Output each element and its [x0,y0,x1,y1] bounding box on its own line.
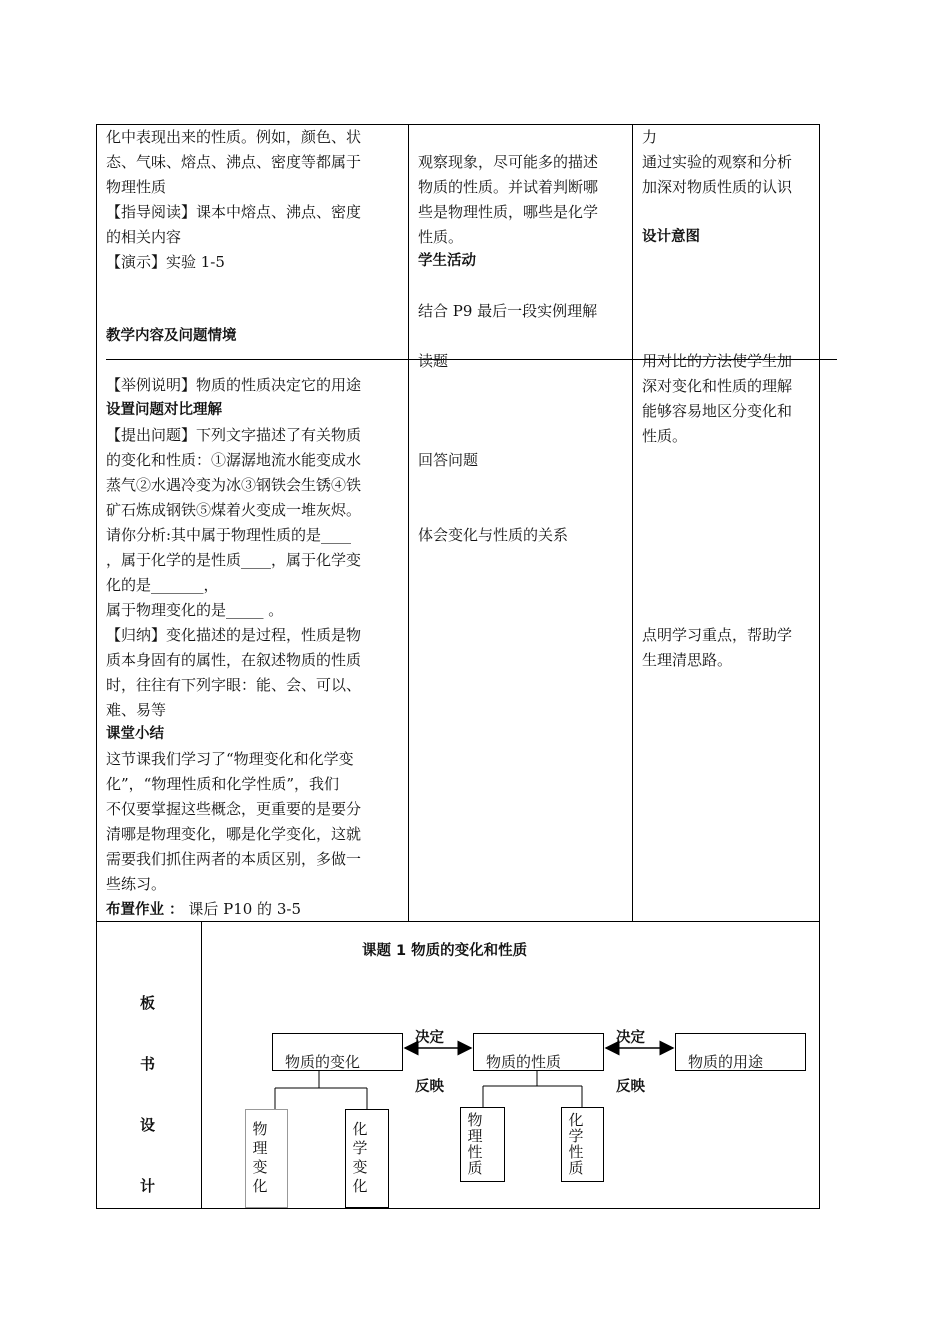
col1-line: 的变化和性质：①潺潺地流水能变成水 [106,451,362,469]
purpose-line: 能够容易地区分变化和 [642,402,793,420]
board-label-char: 设 [140,1116,156,1134]
purpose-line: 点明学习重点，帮助学 [642,626,793,644]
p9-line: 结合 P9 最后一段实例理解 [418,302,598,320]
purpose-line: 生理清思路。 [642,651,733,669]
col1-line: 请你分析:其中属于物理性质的是____ [106,526,352,544]
li-line: 力 [642,128,658,146]
col1-line: 【归纳】变化描述的是过程，性质是物 [106,626,362,644]
col1-line: 化中表现出来的性质。例如，颜色、状 [106,128,362,146]
relation-line: 体会变化与性质的关系 [418,526,569,544]
purpose-line: 深对变化和性质的理解 [642,377,793,395]
physical-property-text: 物 理 性 质 [467,1111,483,1177]
summary-heading: 课堂小结 [106,726,164,742]
board-label-char: 计 [140,1177,156,1195]
col1-line: 蒸气②水遇冷变为冰③钢铁会生锈④铁 [106,476,362,494]
col1-line: ，属于化学的是性质____，属于化学变 [106,551,362,569]
box-chemical-change [345,1109,389,1208]
summary-line: 这节课我们学习了“物理变化和化学变 [106,750,354,768]
col1-line: 质本身固有的属性，在叙述物质的性质 [106,651,362,669]
col1-line: 难、易等 [106,701,167,719]
decide-label-2: 决定 [616,1030,645,1046]
box-chemical-property [561,1107,604,1182]
col1-line: 态、气味、熔点、沸点、密度等都属于 [106,153,362,171]
read-line: 读题 [418,352,449,370]
board-title: 课题 1 物质的变化和性质 [362,943,528,959]
box-material-change-label: 物质的变化 [285,1053,361,1071]
observe-line: 观察现象，尽可能多的描述 [418,153,599,171]
physical-change-text: 物 理 变 化 [252,1120,268,1195]
example-line: 【举例说明】物质的性质决定它的用途 [106,376,362,394]
answer-line: 回答问题 [418,451,479,469]
board-label-char: 板 [140,994,156,1012]
col1-line: 【演示】实验 1-5 [106,253,225,271]
purpose-line: 性质。 [642,427,688,445]
reflect-label-1: 反映 [415,1079,444,1095]
col1-line: 矿石炼成钢铁⑤煤着火变成一堆灰烬。 [106,501,362,519]
col1-line: 的相关内容 [106,228,182,246]
summary-line: 些练习。 [106,875,167,893]
observe-line: 性质。 [418,228,464,246]
compare-heading: 设置问题对比理解 [106,402,222,418]
summary-line: 需要我们抓住两者的本质区别，多做一 [106,850,362,868]
summary-line: 化”，“物理性质和化学性质”，我们 [106,775,340,793]
summary-line: 不仅要掌握这些概念，更重要的是要分 [106,800,362,818]
reflect-label-2: 反映 [616,1079,645,1095]
box-material-property-label: 物质的性质 [486,1053,562,1071]
board-label-char: 书 [140,1055,156,1073]
col1-line: 属于物理变化的是_____ 。 [106,601,284,619]
col1-line: 【提出问题】下列文字描述了有关物质 [106,426,362,444]
design-heading: 设计意图 [642,229,700,245]
decide-label-1: 决定 [415,1030,444,1046]
box-material-use-label: 物质的用途 [688,1053,764,1071]
summary-line: 清哪是物理变化，哪是化学变化，这就 [106,825,362,843]
observe-line: 物质的性质。并试着判断哪 [418,178,599,196]
col1-line: 化的是_______， [106,576,219,594]
col1-line: 物理性质 [106,178,167,196]
purpose-line: 通过实验的观察和分析 [642,153,793,171]
box-physical-change [245,1109,288,1208]
purpose-line: 加深对物质性质的认识 [642,178,793,196]
col1-line: 时，往往有下列字眼：能、会、可以、 [106,676,362,694]
student-activity-heading: 学生活动 [418,253,476,269]
box-physical-property [460,1107,505,1182]
homework-label: 布置作业 ： [106,902,184,918]
chemical-property-text: 化 学 性 质 [568,1111,584,1177]
section-heading: 教学内容及问题情境 [106,328,237,344]
observe-line: 些是物理性质，哪些是化学 [418,203,599,221]
col1-line: 【指导阅读】课本中熔点、沸点、密度 [106,203,362,221]
purpose-line: 用对比的方法使学生加 [642,352,793,370]
homework-text: 课后 P10 的 3-5 [188,900,301,918]
chemical-change-text: 化 学 变 化 [352,1120,368,1195]
